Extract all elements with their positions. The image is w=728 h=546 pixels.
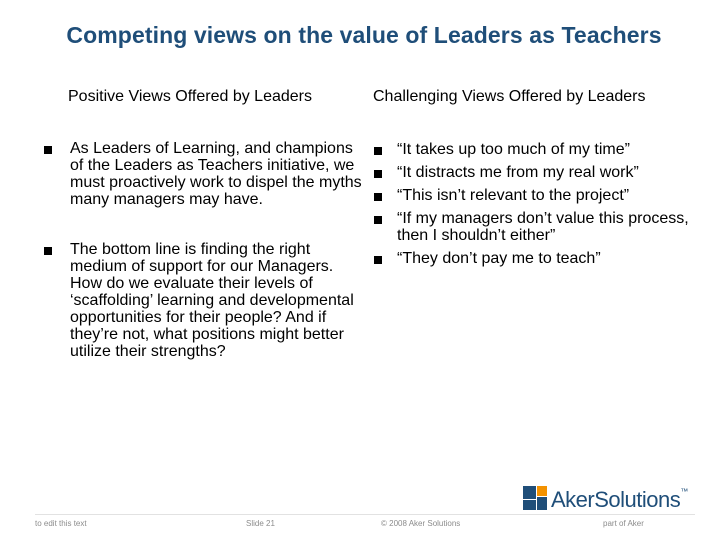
challenging-views-list (372, 141, 702, 273)
bullet-text: The bottom line is finding the right medium of support for our Managers. How do we evaluate their levels of ‘scaffolding’ learning and developmental opportunities for their people? And if they’re not, what positions might better utilize their strengths? (70, 241, 354, 360)
list-item (372, 250, 702, 267)
square-bullet-icon (374, 216, 382, 224)
positive-views-list (44, 140, 366, 393)
bullet-text: “It takes up too much of my time” (397, 141, 630, 158)
bullet-text: As Leaders of Learning, and champions of the Leaders as Teachers initiative, we must proactively work to dispel the myths many managers may have. (70, 140, 362, 208)
aker-solutions-logo (523, 486, 693, 514)
list-item (372, 164, 702, 181)
bullet-text: “This isn’t relevant to the project” (397, 187, 630, 204)
bullet-text: “If my managers don’t value this process, then I shouldn’t either” (397, 210, 689, 244)
footer-slide-number: Slide 21 (246, 519, 275, 528)
footer-part-of: part of Aker (603, 519, 644, 528)
list-item (372, 210, 702, 244)
list-item (372, 187, 702, 204)
square-bullet-icon (374, 170, 382, 178)
slide-title: Competing views on the value of Leaders as Teachers (66, 22, 662, 48)
bullet-text: “They don’t pay me to teach” (397, 250, 601, 267)
footer-edit-hint: to edit this text (35, 519, 87, 528)
footer-copyright: © 2008 Aker Solutions (381, 519, 461, 528)
positive-views-heading: Positive Views Offered by Leaders (68, 88, 312, 105)
square-bullet-icon (44, 146, 52, 154)
list-item (372, 141, 702, 158)
logo-wordmark: AkerSolutions™ (551, 487, 688, 512)
challenging-views-heading: Challenging Views Offered by Leaders (373, 88, 646, 105)
square-bullet-icon (374, 256, 382, 264)
list-item (44, 241, 366, 360)
square-bullet-icon (374, 147, 382, 155)
square-bullet-icon (44, 247, 52, 255)
footer-divider (35, 514, 695, 515)
list-item (44, 140, 366, 208)
aker-logo-icon (523, 486, 547, 510)
bullet-text: “It distracts me from my real work” (397, 164, 639, 181)
square-bullet-icon (374, 193, 382, 201)
